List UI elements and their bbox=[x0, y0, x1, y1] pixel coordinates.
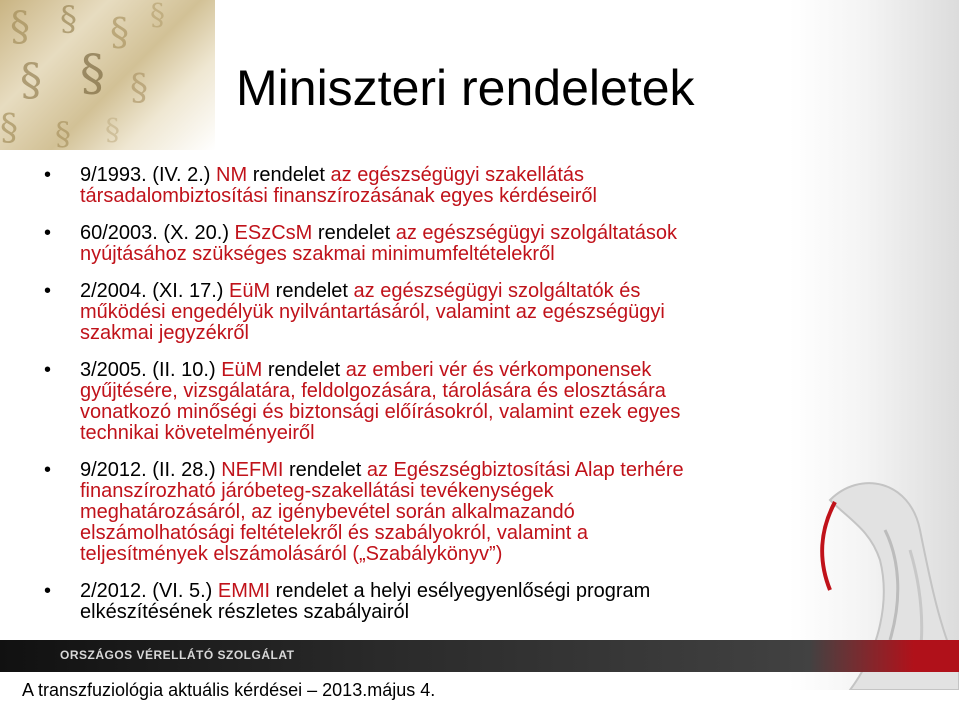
regulation-issuer: EüM bbox=[228, 280, 271, 302]
regulation-subject: a helyi esélyegyenlőségi program bbox=[353, 580, 651, 602]
bullet-icon: • bbox=[44, 222, 52, 244]
bullet-icon: • bbox=[44, 459, 52, 481]
regulation-subject: az emberi vér és vérkomponensek bbox=[345, 359, 652, 381]
regulation-subject: vonatkozó minőségi és biztonsági előírásokról, valamint ezek egyes bbox=[80, 401, 681, 423]
bullet-icon: • bbox=[44, 580, 52, 602]
bullet-icon: • bbox=[44, 280, 52, 302]
svg-text:§: § bbox=[105, 113, 120, 148]
regulation-subject: teljesítmények elszámolásáról („Szabálykönyv”) bbox=[80, 543, 503, 565]
paragraph-symbols-image bbox=[0, 0, 215, 150]
regulation-subject: az egészségügyi szakellátás bbox=[330, 164, 585, 186]
regulation-subject: meghatározásáról, az igénybevétel során alkalmazandó bbox=[80, 501, 575, 523]
regulation-kind: rendelet bbox=[275, 280, 348, 302]
list-item bbox=[44, 281, 814, 344]
regulation-subject: elkészítésének részletes szabályairól bbox=[80, 601, 410, 623]
svg-text:§: § bbox=[10, 4, 30, 50]
regulation-subject: nyújtásához szükséges szakmai minimumfeltételekről bbox=[80, 243, 555, 265]
regulation-number: 2/2004. (XI. 17.) bbox=[80, 280, 224, 302]
regulation-kind: rendelet bbox=[275, 580, 348, 602]
svg-text:§: § bbox=[60, 0, 77, 39]
list-item bbox=[44, 460, 814, 565]
svg-text:§: § bbox=[55, 115, 71, 150]
svg-text:§: § bbox=[110, 10, 129, 54]
list-item bbox=[44, 360, 814, 444]
regulation-subject: társadalombiztosítási finanszírozásának egyes kérdéseiről bbox=[80, 185, 597, 207]
footer-red-accent bbox=[809, 640, 959, 672]
svg-text:§: § bbox=[0, 108, 18, 149]
regulation-number: 9/2012. (II. 28.) bbox=[80, 459, 216, 481]
regulation-subject: működési engedélyük nyilvántartásáról, valamint az egészségügyi bbox=[80, 301, 665, 323]
list-item bbox=[44, 223, 814, 265]
footer-organization: ORSZÁGOS VÉRELLÁTÓ SZOLGÁLAT bbox=[60, 648, 295, 662]
page-title: Miniszteri rendeletek bbox=[236, 60, 695, 116]
regulation-issuer: EüM bbox=[221, 359, 263, 381]
regulation-number: 3/2005. (II. 10.) bbox=[80, 359, 216, 381]
regulation-subject: finanszírozható járóbeteg-szakellátási tevékenységek bbox=[80, 480, 554, 502]
regulation-subject: gyűjtésére, vizsgálatára, feldolgozására, tárolására és elosztására bbox=[80, 380, 666, 402]
regulation-subject: az Egészségbiztosítási Alap terhére bbox=[366, 459, 684, 481]
regulation-issuer: NM bbox=[216, 164, 248, 186]
regulation-subject: szakmai jegyzékről bbox=[80, 322, 249, 344]
regulation-kind: rendelet bbox=[252, 164, 325, 186]
bullet-icon: • bbox=[44, 164, 52, 186]
svg-text:§: § bbox=[80, 44, 105, 102]
svg-text:§: § bbox=[130, 68, 148, 109]
svg-text:§: § bbox=[20, 55, 42, 106]
list-item bbox=[44, 581, 814, 623]
regulation-kind: rendelet bbox=[288, 459, 362, 481]
list-item bbox=[44, 165, 814, 207]
regulation-number: 2/2012. (VI. 5.) bbox=[80, 580, 213, 602]
svg-text:§: § bbox=[150, 0, 165, 33]
regulation-subject: az egészségügyi szolgáltatások bbox=[395, 222, 678, 244]
regulation-issuer: ESzCsM bbox=[234, 222, 313, 244]
regulation-list bbox=[44, 165, 814, 623]
regulation-issuer: EMMI bbox=[217, 580, 271, 602]
regulation-number: 9/1993. (IV. 2.) bbox=[80, 164, 211, 186]
regulation-kind: rendelet bbox=[267, 359, 341, 381]
footer-caption: A transzfuziológia aktuális kérdései – 2013.május 4. bbox=[22, 680, 436, 700]
regulation-number: 60/2003. (X. 20.) bbox=[80, 222, 229, 244]
bullet-icon: • bbox=[44, 359, 52, 381]
regulation-issuer: NEFMI bbox=[221, 459, 284, 481]
regulation-subject: az egészségügyi szolgáltatók és bbox=[353, 280, 641, 302]
regulation-kind: rendelet bbox=[317, 222, 391, 244]
regulation-subject: elszámolhatósági feltételekről és szabályokról, valamint a bbox=[80, 522, 589, 544]
regulation-subject: technikai követelményeiről bbox=[80, 422, 315, 444]
